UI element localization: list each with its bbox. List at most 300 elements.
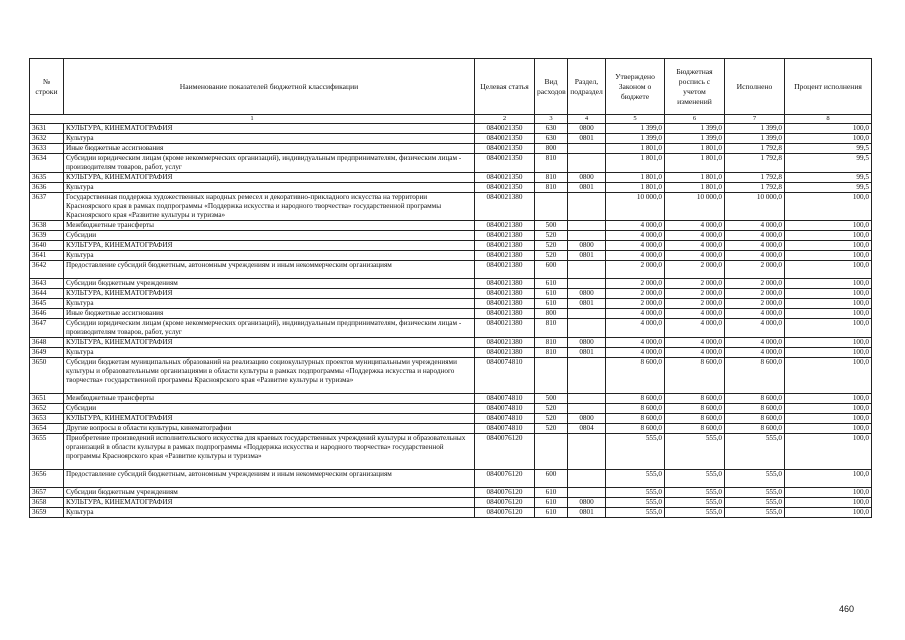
approved-amount-cell: 555,0	[606, 470, 665, 488]
indicator-name-cell: Субсидии юридическим лицам (кроме некоммерческих организаций), индивидуальным предпринимателям, физическим лицам - производителям товаров, работ, услуг	[64, 154, 475, 173]
approved-amount-cell: 4 000,0	[606, 241, 665, 251]
indicator-name-cell: Субсидии бюджетам муниципальных образований на реализацию социокультурных проектов муниципальными учреждениями культуры и образовательными организациями в области культуры в рамках подпрограммы «Поддержка искусства и народного творчества» государственной программы Красноярского края «Развитие культуры и туризма»	[64, 358, 475, 394]
approved-amount-cell: 555,0	[606, 508, 665, 518]
header-indicator-name: Наименование показателей бюджетной классификации	[64, 59, 475, 115]
header-row-number: № строки	[30, 59, 64, 115]
section-cell	[568, 470, 606, 488]
indicator-name-cell: Иные бюджетные ассигнования	[64, 144, 475, 154]
row-number-cell: 3647	[30, 319, 64, 338]
indicator-name-cell: Культура	[64, 299, 475, 309]
percent-cell: 100,0	[785, 470, 872, 488]
approved-amount-cell: 8 600,0	[606, 358, 665, 394]
section-cell	[568, 154, 606, 173]
budget-report-sheet	[29, 58, 871, 518]
target-article-cell: 0840021380	[475, 279, 535, 289]
percent-cell: 100,0	[785, 124, 872, 134]
row-number-cell: 3657	[30, 488, 64, 498]
row-number-cell: 3641	[30, 251, 64, 261]
target-article-cell: 0840021380	[475, 251, 535, 261]
section-cell	[568, 279, 606, 289]
table-row	[30, 394, 872, 404]
row-number-cell: 3632	[30, 134, 64, 144]
percent-cell: 100,0	[785, 488, 872, 498]
row-number-cell: 3633	[30, 144, 64, 154]
section-cell: 0801	[568, 348, 606, 358]
indicator-name-cell: КУЛЬТУРА, КИНЕМАТОГРАФИЯ	[64, 241, 475, 251]
column-number: 4	[568, 115, 606, 124]
percent-cell: 100,0	[785, 508, 872, 518]
target-article-cell: 0840076120	[475, 508, 535, 518]
table-row	[30, 348, 872, 358]
percent-cell: 100,0	[785, 221, 872, 231]
percent-cell: 100,0	[785, 404, 872, 414]
budget-amount-cell: 1 801,0	[665, 154, 725, 173]
section-cell: 0800	[568, 289, 606, 299]
indicator-name-cell: КУЛЬТУРА, КИНЕМАТОГРАФИЯ	[64, 124, 475, 134]
section-cell: 0800	[568, 173, 606, 183]
target-article-cell: 0840021380	[475, 221, 535, 231]
row-number-cell: 3637	[30, 193, 64, 221]
indicator-name-cell: Культура	[64, 183, 475, 193]
indicator-name-cell: Межбюджетные трансферты	[64, 221, 475, 231]
budget-amount-cell: 2 000,0	[665, 289, 725, 299]
indicator-name-cell: Межбюджетные трансферты	[64, 394, 475, 404]
executed-amount-cell: 4 000,0	[725, 348, 785, 358]
budget-amount-cell: 2 000,0	[665, 279, 725, 289]
approved-amount-cell: 1 801,0	[606, 144, 665, 154]
target-article-cell: 0840021380	[475, 338, 535, 348]
row-number-cell: 3634	[30, 154, 64, 173]
indicator-name-cell: Культура	[64, 508, 475, 518]
executed-amount-cell: 555,0	[725, 508, 785, 518]
expense-type-cell: 500	[535, 221, 568, 231]
row-number-cell: 3648	[30, 338, 64, 348]
approved-amount-cell: 2 000,0	[606, 261, 665, 279]
executed-amount-cell: 555,0	[725, 470, 785, 488]
budget-amount-cell: 8 600,0	[665, 424, 725, 434]
budget-amount-cell: 4 000,0	[665, 231, 725, 241]
percent-cell: 100,0	[785, 251, 872, 261]
expense-type-cell: 630	[535, 134, 568, 144]
table-row	[30, 193, 872, 221]
executed-amount-cell: 10 000,0	[725, 193, 785, 221]
section-cell	[568, 261, 606, 279]
budget-amount-cell: 4 000,0	[665, 309, 725, 319]
executed-amount-cell: 1 792,8	[725, 173, 785, 183]
table-row	[30, 173, 872, 183]
expense-type-cell: 500	[535, 394, 568, 404]
budget-amount-cell: 4 000,0	[665, 251, 725, 261]
table-row	[30, 154, 872, 173]
section-cell	[568, 193, 606, 221]
percent-cell: 100,0	[785, 193, 872, 221]
section-cell: 0801	[568, 251, 606, 261]
approved-amount-cell: 1 801,0	[606, 183, 665, 193]
table-row	[30, 470, 872, 488]
budget-amount-cell: 1 801,0	[665, 173, 725, 183]
column-number: 6	[665, 115, 725, 124]
target-article-cell: 0840021350	[475, 134, 535, 144]
column-number: 5	[606, 115, 665, 124]
column-number: 1	[30, 115, 475, 124]
budget-amount-cell: 555,0	[665, 434, 725, 470]
row-number-cell: 3643	[30, 279, 64, 289]
target-article-cell: 0840074810	[475, 424, 535, 434]
indicator-name-cell: Предоставление субсидий бюджетным, автономным учреждениям и иным некоммерческим организациям	[64, 261, 475, 279]
expense-type-cell: 600	[535, 261, 568, 279]
expense-type-cell: 810	[535, 183, 568, 193]
approved-amount-cell: 555,0	[606, 434, 665, 470]
section-cell	[568, 404, 606, 414]
expense-type-cell: 520	[535, 241, 568, 251]
target-article-cell: 0840074810	[475, 414, 535, 424]
indicator-name-cell: КУЛЬТУРА, КИНЕМАТОГРАФИЯ	[64, 173, 475, 183]
expense-type-cell: 610	[535, 299, 568, 309]
percent-cell: 99,5	[785, 144, 872, 154]
column-number-row	[30, 115, 872, 124]
indicator-name-cell: Культура	[64, 348, 475, 358]
percent-cell: 99,5	[785, 183, 872, 193]
indicator-name-cell: Государственная поддержка художественных народных ремесел и декоративно-прикладного искусства на территории Красноярского края в рамках подпрограммы «Поддержка искусства и народного творчества» государственной программы Красноярского края «Развитие культуры и туризма»	[64, 193, 475, 221]
section-cell	[568, 394, 606, 404]
approved-amount-cell: 4 000,0	[606, 251, 665, 261]
header-target-article: Целевая статья	[475, 59, 535, 115]
percent-cell: 100,0	[785, 348, 872, 358]
expense-type-cell: 610	[535, 289, 568, 299]
target-article-cell: 0840021380	[475, 309, 535, 319]
expense-type-cell: 520	[535, 424, 568, 434]
executed-amount-cell: 4 000,0	[725, 221, 785, 231]
section-cell	[568, 488, 606, 498]
indicator-name-cell: Субсидии	[64, 404, 475, 414]
approved-amount-cell: 8 600,0	[606, 424, 665, 434]
approved-amount-cell: 1 801,0	[606, 173, 665, 183]
table-row	[30, 338, 872, 348]
table-row	[30, 299, 872, 309]
row-number-cell: 3651	[30, 394, 64, 404]
percent-cell: 100,0	[785, 358, 872, 394]
executed-amount-cell: 2 000,0	[725, 299, 785, 309]
target-article-cell: 0840074810	[475, 404, 535, 414]
indicator-name-cell: Культура	[64, 134, 475, 144]
target-article-cell: 0840021380	[475, 193, 535, 221]
indicator-name-cell: Иные бюджетные ассигнования	[64, 309, 475, 319]
row-number-cell: 3659	[30, 508, 64, 518]
section-cell: 0800	[568, 414, 606, 424]
budget-amount-cell: 8 600,0	[665, 394, 725, 404]
table-row	[30, 279, 872, 289]
table-row	[30, 144, 872, 154]
row-number-cell: 3635	[30, 173, 64, 183]
table-row	[30, 289, 872, 299]
target-article-cell: 0840021380	[475, 289, 535, 299]
expense-type-cell: 630	[535, 124, 568, 134]
indicator-name-cell: Субсидии бюджетным учреждениям	[64, 279, 475, 289]
percent-cell: 100,0	[785, 394, 872, 404]
indicator-name-cell: Предоставление субсидий бюджетным, автономным учреждениям и иным некоммерческим организациям	[64, 470, 475, 488]
approved-amount-cell: 1 399,0	[606, 134, 665, 144]
header-executed: Исполнено	[725, 59, 785, 115]
percent-cell: 100,0	[785, 299, 872, 309]
budget-amount-cell: 1 801,0	[665, 183, 725, 193]
expense-type-cell	[535, 358, 568, 394]
row-number-cell: 3656	[30, 470, 64, 488]
section-cell	[568, 319, 606, 338]
budget-amount-cell: 4 000,0	[665, 348, 725, 358]
table-row	[30, 183, 872, 193]
executed-amount-cell: 1 399,0	[725, 124, 785, 134]
budget-execution-table	[29, 58, 872, 518]
executed-amount-cell: 4 000,0	[725, 251, 785, 261]
target-article-cell: 0840021380	[475, 299, 535, 309]
executed-amount-cell: 555,0	[725, 434, 785, 470]
section-cell: 0800	[568, 241, 606, 251]
approved-amount-cell: 1 399,0	[606, 124, 665, 134]
row-number-cell: 3644	[30, 289, 64, 299]
target-article-cell: 0840021350	[475, 144, 535, 154]
approved-amount-cell: 555,0	[606, 498, 665, 508]
row-number-cell: 3655	[30, 434, 64, 470]
budget-amount-cell: 8 600,0	[665, 404, 725, 414]
budget-amount-cell: 8 600,0	[665, 414, 725, 424]
table-row	[30, 498, 872, 508]
target-article-cell: 0840021380	[475, 231, 535, 241]
percent-cell: 99,5	[785, 154, 872, 173]
percent-cell: 100,0	[785, 498, 872, 508]
target-article-cell: 0840076120	[475, 488, 535, 498]
expense-type-cell: 810	[535, 348, 568, 358]
budget-amount-cell: 10 000,0	[665, 193, 725, 221]
section-cell	[568, 434, 606, 470]
executed-amount-cell: 8 600,0	[725, 358, 785, 394]
approved-amount-cell: 2 000,0	[606, 289, 665, 299]
header-section: Раздел, подраздел	[568, 59, 606, 115]
table-row	[30, 404, 872, 414]
executed-amount-cell: 4 000,0	[725, 231, 785, 241]
table-row	[30, 358, 872, 394]
table-row	[30, 414, 872, 424]
approved-amount-cell: 4 000,0	[606, 309, 665, 319]
indicator-name-cell: КУЛЬТУРА, КИНЕМАТОГРАФИЯ	[64, 498, 475, 508]
expense-type-cell: 610	[535, 488, 568, 498]
executed-amount-cell: 555,0	[725, 488, 785, 498]
approved-amount-cell: 1 801,0	[606, 154, 665, 173]
section-cell: 0800	[568, 124, 606, 134]
executed-amount-cell: 8 600,0	[725, 424, 785, 434]
row-number-cell: 3639	[30, 231, 64, 241]
executed-amount-cell: 2 000,0	[725, 289, 785, 299]
budget-amount-cell: 1 399,0	[665, 134, 725, 144]
indicator-name-cell: КУЛЬТУРА, КИНЕМАТОГРАФИЯ	[64, 414, 475, 424]
expense-type-cell: 520	[535, 404, 568, 414]
section-cell: 0801	[568, 183, 606, 193]
executed-amount-cell: 4 000,0	[725, 241, 785, 251]
section-cell: 0800	[568, 498, 606, 508]
approved-amount-cell: 8 600,0	[606, 394, 665, 404]
target-article-cell: 0840076120	[475, 498, 535, 508]
expense-type-cell: 810	[535, 154, 568, 173]
budget-amount-cell: 555,0	[665, 470, 725, 488]
target-article-cell: 0840021380	[475, 319, 535, 338]
percent-cell: 100,0	[785, 134, 872, 144]
approved-amount-cell: 2 000,0	[606, 279, 665, 289]
row-number-cell: 3652	[30, 404, 64, 414]
row-number-cell: 3645	[30, 299, 64, 309]
table-row	[30, 424, 872, 434]
table-row	[30, 241, 872, 251]
percent-cell: 100,0	[785, 424, 872, 434]
target-article-cell: 0840021350	[475, 183, 535, 193]
executed-amount-cell: 1 792,8	[725, 154, 785, 173]
table-body	[30, 124, 872, 518]
executed-amount-cell: 1 792,8	[725, 183, 785, 193]
executed-amount-cell: 1 399,0	[725, 134, 785, 144]
budget-amount-cell: 4 000,0	[665, 319, 725, 338]
budget-amount-cell: 4 000,0	[665, 241, 725, 251]
approved-amount-cell: 8 600,0	[606, 414, 665, 424]
approved-amount-cell: 8 600,0	[606, 404, 665, 414]
target-article-cell: 0840021380	[475, 261, 535, 279]
budget-amount-cell: 1 801,0	[665, 144, 725, 154]
table-row	[30, 319, 872, 338]
table-row	[30, 134, 872, 144]
section-cell: 0800	[568, 338, 606, 348]
approved-amount-cell: 4 000,0	[606, 348, 665, 358]
page-number: 460	[839, 604, 855, 614]
column-number: 2	[475, 115, 535, 124]
table-row	[30, 309, 872, 319]
target-article-cell: 0840021380	[475, 348, 535, 358]
target-article-cell: 0840074810	[475, 358, 535, 394]
table-row	[30, 508, 872, 518]
indicator-name-cell: Субсидии	[64, 231, 475, 241]
row-number-cell: 3650	[30, 358, 64, 394]
percent-cell: 100,0	[785, 319, 872, 338]
expense-type-cell	[535, 434, 568, 470]
row-number-cell: 3654	[30, 424, 64, 434]
percent-cell: 100,0	[785, 338, 872, 348]
row-number-cell: 3631	[30, 124, 64, 134]
expense-type-cell: 520	[535, 231, 568, 241]
budget-amount-cell: 1 399,0	[665, 124, 725, 134]
executed-amount-cell: 8 600,0	[725, 404, 785, 414]
executed-amount-cell: 8 600,0	[725, 414, 785, 424]
table-row	[30, 488, 872, 498]
section-cell: 0801	[568, 299, 606, 309]
approved-amount-cell: 4 000,0	[606, 221, 665, 231]
indicator-name-cell: Субсидии бюджетным учреждениям	[64, 488, 475, 498]
indicator-name-cell: КУЛЬТУРА, КИНЕМАТОГРАФИЯ	[64, 338, 475, 348]
column-number: 8	[785, 115, 872, 124]
indicator-name-cell: Культура	[64, 251, 475, 261]
table-row	[30, 231, 872, 241]
budget-amount-cell: 555,0	[665, 508, 725, 518]
percent-cell: 100,0	[785, 289, 872, 299]
row-number-cell: 3638	[30, 221, 64, 231]
section-cell: 0801	[568, 134, 606, 144]
percent-cell: 100,0	[785, 279, 872, 289]
executed-amount-cell: 2 000,0	[725, 279, 785, 289]
row-number-cell: 3649	[30, 348, 64, 358]
expense-type-cell: 800	[535, 144, 568, 154]
expense-type-cell: 520	[535, 414, 568, 424]
target-article-cell: 0840076120	[475, 470, 535, 488]
row-number-cell: 3646	[30, 309, 64, 319]
expense-type-cell: 810	[535, 338, 568, 348]
header-approved: Утверждено Законом о бюджете	[606, 59, 665, 115]
percent-cell: 100,0	[785, 261, 872, 279]
percent-cell: 100,0	[785, 231, 872, 241]
expense-type-cell: 610	[535, 279, 568, 289]
table-row	[30, 261, 872, 279]
expense-type-cell: 810	[535, 173, 568, 183]
section-cell	[568, 309, 606, 319]
budget-amount-cell: 555,0	[665, 488, 725, 498]
expense-type-cell: 810	[535, 319, 568, 338]
approved-amount-cell: 4 000,0	[606, 338, 665, 348]
approved-amount-cell: 4 000,0	[606, 231, 665, 241]
indicator-name-cell: Другие вопросы в области культуры, кинематографии	[64, 424, 475, 434]
executed-amount-cell: 1 792,8	[725, 144, 785, 154]
percent-cell: 100,0	[785, 241, 872, 251]
section-cell: 0804	[568, 424, 606, 434]
table-row	[30, 434, 872, 470]
percent-cell: 100,0	[785, 309, 872, 319]
target-article-cell: 0840021380	[475, 241, 535, 251]
target-article-cell: 0840021350	[475, 124, 535, 134]
budget-amount-cell: 555,0	[665, 498, 725, 508]
approved-amount-cell: 10 000,0	[606, 193, 665, 221]
executed-amount-cell: 2 000,0	[725, 261, 785, 279]
budget-amount-cell: 2 000,0	[665, 261, 725, 279]
section-cell	[568, 144, 606, 154]
executed-amount-cell: 4 000,0	[725, 309, 785, 319]
table-row	[30, 251, 872, 261]
budget-amount-cell: 4 000,0	[665, 338, 725, 348]
percent-cell: 99,5	[785, 173, 872, 183]
header-budget-schedule: Бюджетная роспись с учетом изменений	[665, 59, 725, 115]
column-number: 7	[725, 115, 785, 124]
table-row	[30, 124, 872, 134]
executed-amount-cell: 555,0	[725, 498, 785, 508]
executed-amount-cell: 4 000,0	[725, 338, 785, 348]
row-number-cell: 3653	[30, 414, 64, 424]
executed-amount-cell: 4 000,0	[725, 319, 785, 338]
section-cell	[568, 231, 606, 241]
header-expense-type: Вид расходов	[535, 59, 568, 115]
approved-amount-cell: 4 000,0	[606, 319, 665, 338]
expense-type-cell: 600	[535, 470, 568, 488]
percent-cell: 100,0	[785, 414, 872, 424]
table-header-row	[30, 59, 872, 115]
row-number-cell: 3658	[30, 498, 64, 508]
budget-amount-cell: 8 600,0	[665, 358, 725, 394]
expense-type-cell: 800	[535, 309, 568, 319]
budget-amount-cell: 2 000,0	[665, 299, 725, 309]
indicator-name-cell: КУЛЬТУРА, КИНЕМАТОГРАФИЯ	[64, 289, 475, 299]
section-cell: 0801	[568, 508, 606, 518]
expense-type-cell: 610	[535, 498, 568, 508]
section-cell	[568, 221, 606, 231]
budget-amount-cell: 4 000,0	[665, 221, 725, 231]
percent-cell: 100,0	[785, 434, 872, 470]
indicator-name-cell: Субсидии юридическим лицам (кроме некоммерческих организаций), индивидуальным предпринимателям, физическим лицам - производителям товаров, работ, услуг	[64, 319, 475, 338]
row-number-cell: 3640	[30, 241, 64, 251]
row-number-cell: 3642	[30, 261, 64, 279]
executed-amount-cell: 8 600,0	[725, 394, 785, 404]
target-article-cell: 0840074810	[475, 394, 535, 404]
table-row	[30, 221, 872, 231]
